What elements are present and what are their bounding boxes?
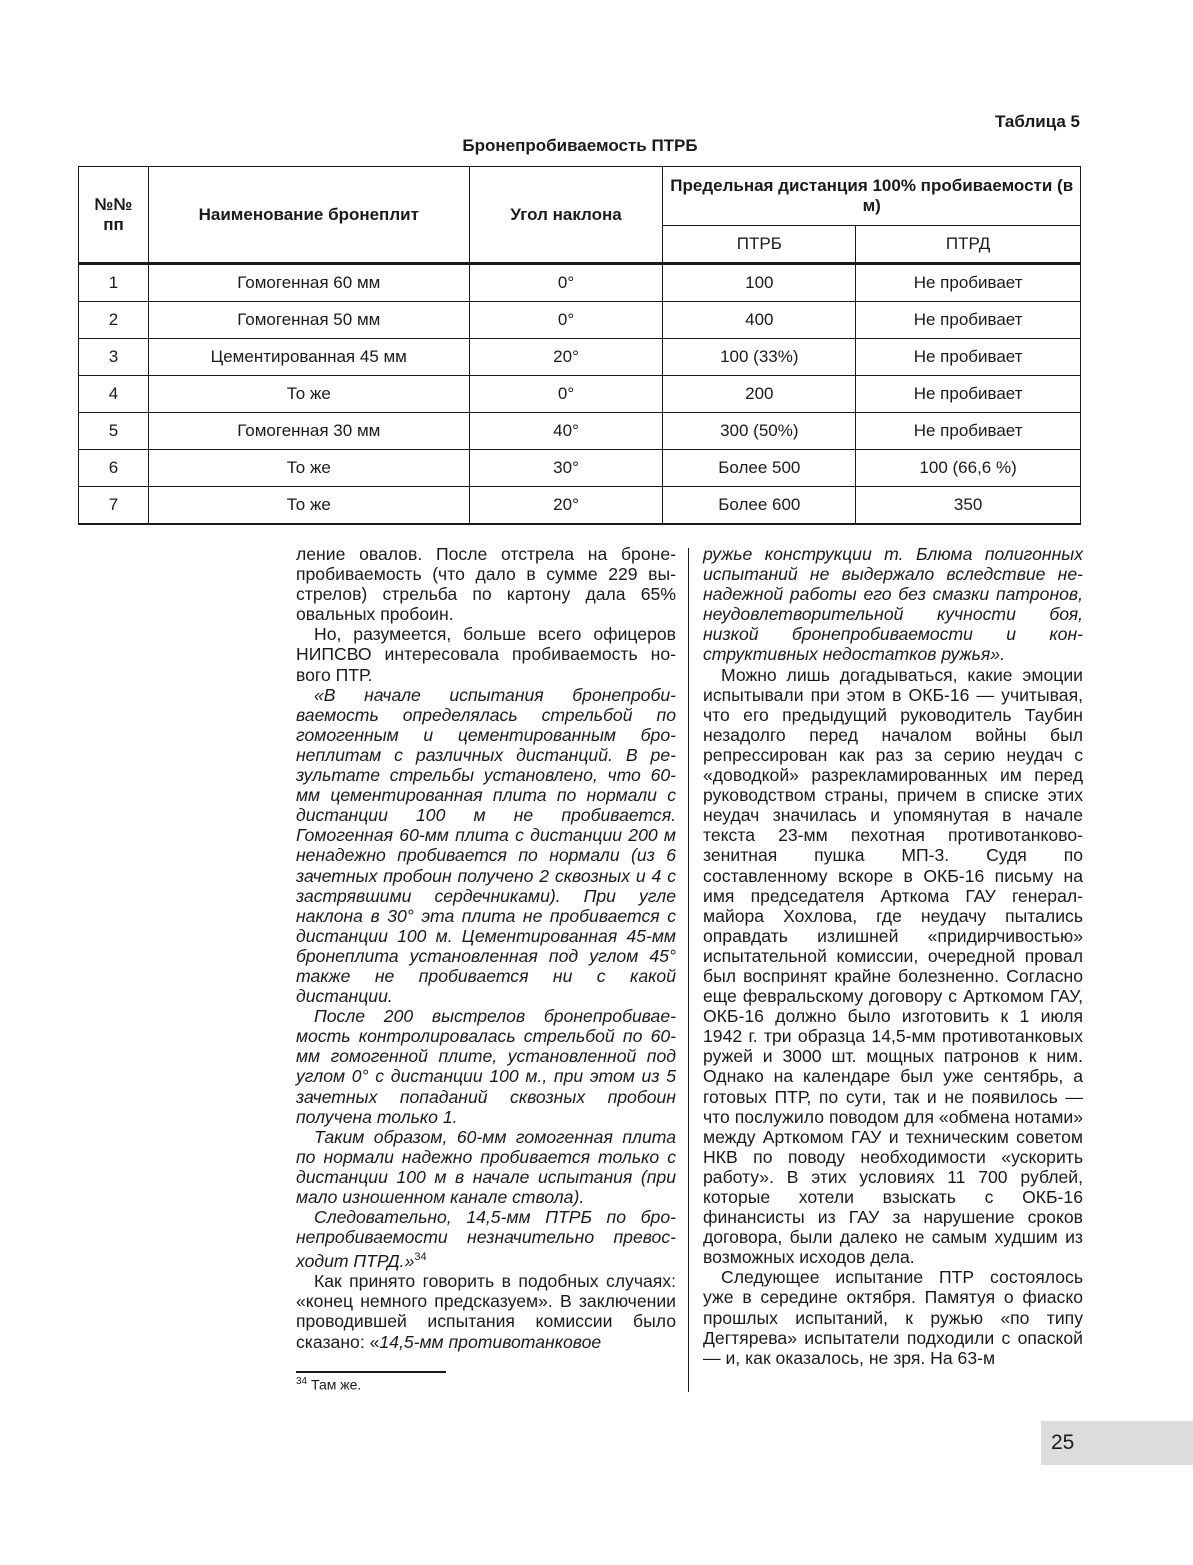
quote-paragraph: ружье конструкции т. Блюма полигонных испытаний не выдержало вследствие ненадежной работы его без смазки патронов, неудовлетворительной кучности боя, низкой бронепробиваемости и конструктивных недостатков ружья». <box>703 544 1083 665</box>
page-number: 25 <box>1051 1431 1075 1454</box>
cell-ptrd: Не пробивает <box>856 264 1081 302</box>
footnote-rule <box>296 1371 446 1373</box>
cell-angle: 20° <box>469 487 663 525</box>
table-row <box>79 302 1081 339</box>
cell-ptrb: 100 (33%) <box>663 339 856 376</box>
paragraph: Но, разумеется, больше всего офицеров НИПСВО интересовала пробиваемость нового ПТР. <box>296 624 676 685</box>
cell-ptrd: 100 (66,6 %) <box>856 450 1081 487</box>
cell-ptrb: 100 <box>663 264 856 302</box>
text-column-left <box>296 544 676 1352</box>
cell-num: 4 <box>79 376 149 413</box>
cell-ptrd: 350 <box>856 487 1081 525</box>
cell-num: 6 <box>79 450 149 487</box>
cell-angle: 0° <box>469 376 663 413</box>
quote-paragraph <box>296 1207 676 1271</box>
cell-plate: Гомогенная 60 мм <box>148 264 469 302</box>
cell-num: 7 <box>79 487 149 525</box>
cell-plate: То же <box>148 487 469 525</box>
armor-penetration-table <box>78 166 1081 525</box>
header-plate: Наименование бронеплит <box>148 167 469 264</box>
header-ptrb: ПТРБ <box>663 226 856 264</box>
cell-ptrb: Более 500 <box>663 450 856 487</box>
cell-angle: 30° <box>469 450 663 487</box>
cell-num: 3 <box>79 339 149 376</box>
cell-num: 2 <box>79 302 149 339</box>
cell-angle: 40° <box>469 413 663 450</box>
paragraph-text: Как принято говорить в подобных случаях: «конец немного предсказуем». В заключении проводившей испытания комиссии было сказано: « <box>296 1271 676 1352</box>
quote-paragraph: Таким образом, 60-мм гомогенная плита по нормали надежно пробивается только с дистанции 100 м в начале испытания (при мало изношенном канале ствола). <box>296 1126 676 1207</box>
text-column-right <box>703 544 1083 1368</box>
cell-plate: То же <box>148 376 469 413</box>
quote-paragraph: После 200 выстрелов бронепробиваемость контролировалась стрельбой по 60-мм гомогенной плите, установленной под углом 0° с дистанции 100 м., при этом из 5 зачетных попаданий сквозных пробоин получена только 1. <box>296 1006 676 1127</box>
table-row <box>79 376 1081 413</box>
footnote-ref: 34 <box>414 1251 427 1264</box>
cell-plate: Цементированная 45 мм <box>148 339 469 376</box>
cell-ptrd: Не пробивает <box>856 413 1081 450</box>
header-num: №№ пп <box>79 167 149 264</box>
cell-angle: 0° <box>469 264 663 302</box>
table-row <box>79 264 1081 302</box>
paragraph: Можно лишь догадываться, какие эмоции испытывали при этом в ОКБ-16 — учитывая, что его предыдущий руководитель Таубин незадолго перед началом войны был репрессирован как раз за серию неудач с «доводкой» разрекламированных им перед руководством страны, причем в списке этих неудач значилась и упомянутая в начале текста 23-мм пехотная противотанково-зенитная пушка МП-3. Судя по составленному вскоре в ОКБ-16 письму на имя председателя Арткома ГАУ генерал-майора Хохлова, где неудачу пытались оправдать излишней «придирчивостью» испытательной комиссии, очередной провал был воспринят крайне болезненно. Согласно еще февральскому договору с Арткомом ГАУ, ОКБ-16 должно было изготовить к 1 июля 1942 г. три образца 14,5-мм противотанковых ружей и 3000 шт. мощных патронов к ним. Однако на календаре был уже сентябрь, а готовых ПТР, по сути, так и не появилось — что послужило поводом для «обмена нотами» между Арткомом ГАУ и техническим советом НКВ по поводу необходимости «ускорить работу». В этих условиях 11 700 рублей, которые хотели взыскать с ОКБ-16 финансисты из ГАУ за нарушение сроков договора, были далеко не самым худшим из возможных исходов дела. <box>703 664 1083 1268</box>
quote-paragraph: «В начале испытания бронепробиваемость определялась стрельбой по гомогенным и цементированным бронеплитам с различных дистанций. В результате стрельбы установлено, что 60-мм цементированная плита по нормали с дистанции 100 м не пробивается. Гомогенная 60-мм плита с дистанции 200 м ненадежно пробивается по нормали (из 6 зачетных пробоин получено 2 сквозных и 4 с застрявшими сердечниками). При угле наклона в 30° эта плита не пробивается с дистанции 100 м. Цементированная 45-мм бронеплита установленная под углом 45° также не пробивается ни с какой дистанции. <box>296 684 676 1007</box>
header-ptrd: ПТРД <box>856 226 1081 264</box>
cell-num: 1 <box>79 264 149 302</box>
table-label: Таблица 5 <box>994 112 1080 131</box>
cell-ptrb: 300 (50%) <box>663 413 856 450</box>
cell-ptrb: 400 <box>663 302 856 339</box>
cell-plate: То же <box>148 450 469 487</box>
table-row <box>79 413 1081 450</box>
paragraph <box>296 1271 676 1351</box>
cell-angle: 0° <box>469 302 663 339</box>
table-row <box>79 339 1081 376</box>
cell-num: 5 <box>79 413 149 450</box>
paragraph: ление овалов. После отстрела на бронепробиваемость (что дало в сумме 229 выстрелов) стрельба по картону дала 65% овальных пробоин. <box>296 544 676 625</box>
cell-ptrb: 200 <box>663 376 856 413</box>
cell-ptrd: Не пробивает <box>856 339 1081 376</box>
quote-text: Следовательно, 14,5-мм ПТРБ по бронепробиваемости незначительно превосходит ПТРД.» <box>296 1207 676 1272</box>
quote-start: 14,5-мм противотанковое <box>379 1331 602 1352</box>
cell-ptrd: Не пробивает <box>856 302 1081 339</box>
cell-ptrb: Более 600 <box>663 487 856 525</box>
paragraph: Следующее испытание ПТР состоялось уже в середине октября. Памятуя о фиаско прошлых испытаний, к ружью «по типу Дегтярева» испытатели подходили с опаской — и, как оказалось, не зря. На 63-м <box>703 1267 1083 1368</box>
table-title: Бронепробиваемость ПТРБ <box>462 136 698 155</box>
column-divider <box>688 548 689 1392</box>
table-row <box>79 487 1081 525</box>
cell-plate: Гомогенная 50 мм <box>148 302 469 339</box>
table-row <box>79 450 1081 487</box>
header-distance: Предельная дистанция 100% пробиваемости (в м) <box>663 167 1081 226</box>
cell-ptrd: Не пробивает <box>856 376 1081 413</box>
footnote-number: 34 <box>296 1376 308 1387</box>
footnote-text: Там же. <box>311 1376 362 1393</box>
header-angle: Угол наклона <box>469 167 663 264</box>
page-number-box <box>1041 1421 1193 1465</box>
cell-angle: 20° <box>469 339 663 376</box>
cell-plate: Гомогенная 30 мм <box>148 413 469 450</box>
footnote <box>296 1376 361 1393</box>
